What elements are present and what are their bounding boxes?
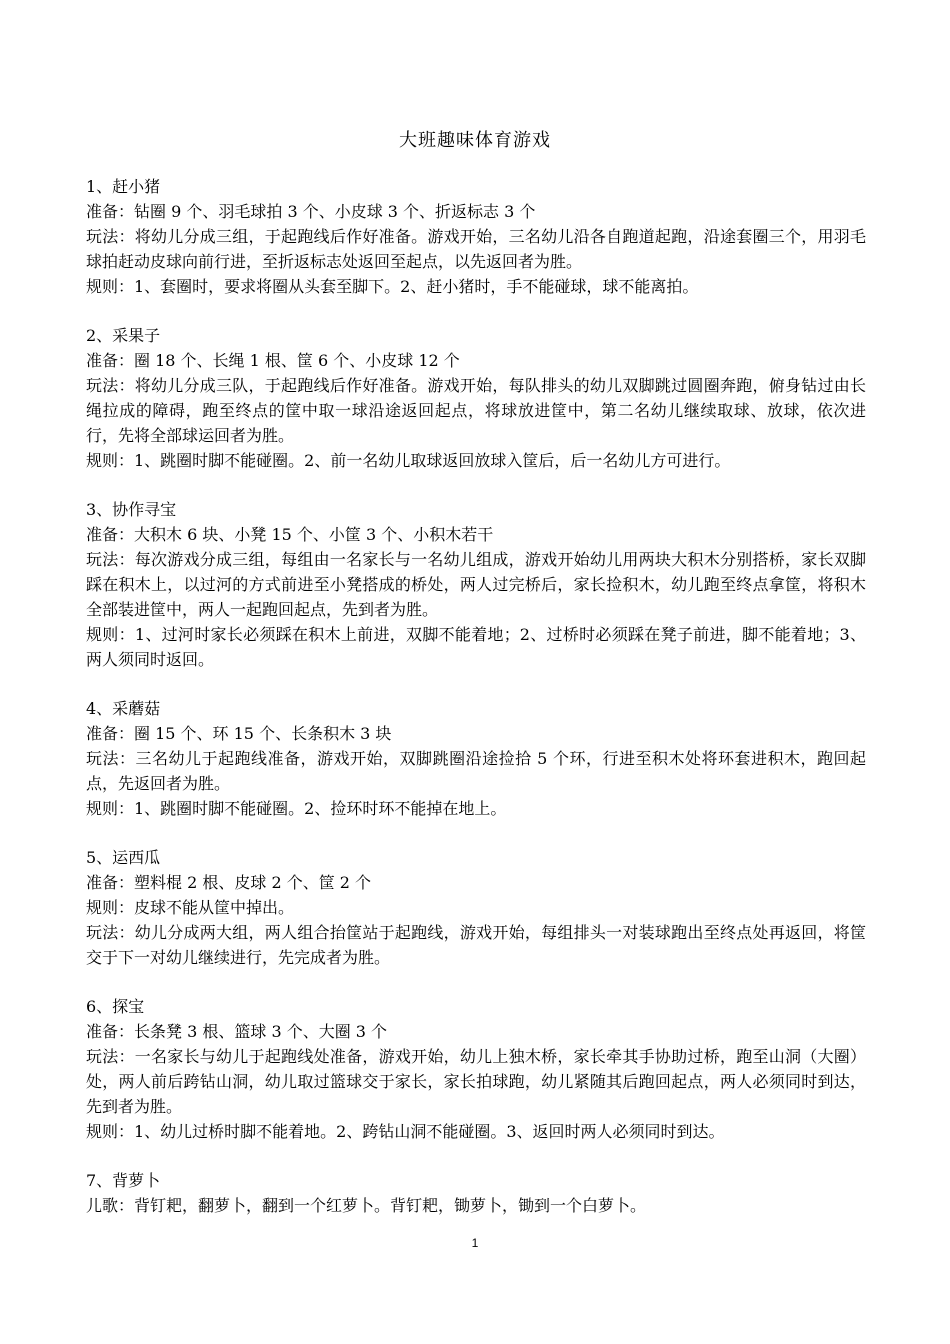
preparation-text: 准备：圈 18 个、长绳 1 根、筐 6 个、小皮球 12 个 (86, 351, 460, 370)
rules-text: 规则：皮球不能从筐中掉出。 (86, 898, 295, 917)
preparation-text: 准备：塑料棍 2 根、皮球 2 个、筐 2 个 (86, 873, 372, 892)
gameplay-text: 玩法：三名幼儿于起跑线准备，游戏开始，双脚跳圈沿途捡拾 5 个环，行进至积木处将环套进积木，跑回起点，先返回者为胜。 (86, 749, 866, 793)
game-section (86, 497, 866, 672)
gameplay-text: 玩法：一名家长与幼儿于起跑线处准备，游戏开始，幼儿上独木桥，家长牵其手协助过桥，跑至山洞（大圈）处，两人前后跨钻山洞，幼儿取过篮球交于家长，家长拍球跑，幼儿紧随其后跑回起点，两人必须同时到达，先到者为胜。 (86, 1047, 866, 1116)
section-heading: 2、采果子 (86, 326, 161, 345)
rules-text: 规则：1、跳圈时脚不能碰圈。2、前一名幼儿取球返回放球入筐后，后一名幼儿方可进行。 (86, 451, 731, 470)
gameplay-text: 玩法：每次游戏分成三组，每组由一名家长与一名幼儿组成，游戏开始幼儿用两块大积木分别搭桥，家长双脚踩在积木上，以过河的方式前进至小凳搭成的桥处，两人过完桥后，家长捡积木，幼儿跑至终点拿筐，将积木全部装进筐中，两人一起跑回起点，先到者为胜。 (86, 550, 866, 619)
game-section (86, 994, 866, 1144)
game-section (86, 1168, 866, 1218)
rules-text: 规则：1、幼儿过桥时脚不能着地。2、跨钻山洞不能碰圈。3、返回时两人必须同时到达。 (86, 1122, 725, 1141)
gameplay-text: 玩法：将幼儿分成三组，于起跑线后作好准备。游戏开始，三名幼儿沿各自跑道起跑，沿途套圈三个，用羽毛球拍赶动皮球向前行进，至折返标志处返回至起点，以先返回者为胜。 (86, 227, 866, 271)
preparation-text: 准备：钻圈 9 个、羽毛球拍 3 个、小皮球 3 个、折返标志 3 个 (86, 202, 536, 221)
gameplay-text: 玩法：将幼儿分成三队，于起跑线后作好准备。游戏开始，每队排头的幼儿双脚跳过圆圈奔跑，俯身钻过由长绳拉成的障碍，跑至终点的筐中取一球沿途返回起点，将球放进筐中，第二名幼儿继续取球、放球，依次进行，先将全部球运回者为胜。 (86, 376, 866, 445)
rules-text: 规则：1、套圈时，要求将圈从头套至脚下。2、赶小猪时，手不能碰球，球不能离拍。 (86, 277, 699, 296)
gameplay-text: 玩法：幼儿分成两大组，两人组合抬筐站于起跑线，游戏开始，每组排头一对装球跑出至终点处再返回，将筐交于下一对幼儿继续进行，先完成者为胜。 (86, 923, 866, 967)
section-heading: 3、协作寻宝 (86, 500, 177, 519)
rules-text: 规则：1、跳圈时脚不能碰圈。2、捡环时环不能掉在地上。 (86, 799, 507, 818)
section-heading: 7、背萝卜 (86, 1171, 161, 1190)
document-body (86, 174, 866, 1242)
game-section (86, 174, 866, 299)
game-section (86, 323, 866, 473)
preparation-text: 准备：大积木 6 块、小凳 15 个、小筐 3 个、小积木若干 (86, 525, 494, 544)
section-heading: 1、赶小猪 (86, 177, 161, 196)
preparation-text: 准备：圈 15 个、环 15 个、长条积木 3 块 (86, 724, 392, 743)
rules-text: 规则：1、过河时家长必须踩在积木上前进，双脚不能着地；2、过桥时必须踩在凳子前进，脚不能着地；3、两人须同时返回。 (86, 625, 866, 669)
nursery-rhyme-text: 儿歌：背钉耙，翻萝卜，翻到一个红萝卜。背钉耙，锄萝卜，锄到一个白萝卜。 (86, 1196, 647, 1215)
section-heading: 4、采蘑菇 (86, 699, 161, 718)
section-heading: 5、运西瓜 (86, 848, 161, 867)
game-section (86, 696, 866, 821)
page-number: 1 (471, 1236, 479, 1250)
preparation-text: 准备：长条凳 3 根、篮球 3 个、大圈 3 个 (86, 1022, 388, 1041)
game-section (86, 845, 866, 970)
page-title: 大班趣味体育游戏 (399, 130, 551, 151)
section-heading: 6、探宝 (86, 997, 145, 1016)
